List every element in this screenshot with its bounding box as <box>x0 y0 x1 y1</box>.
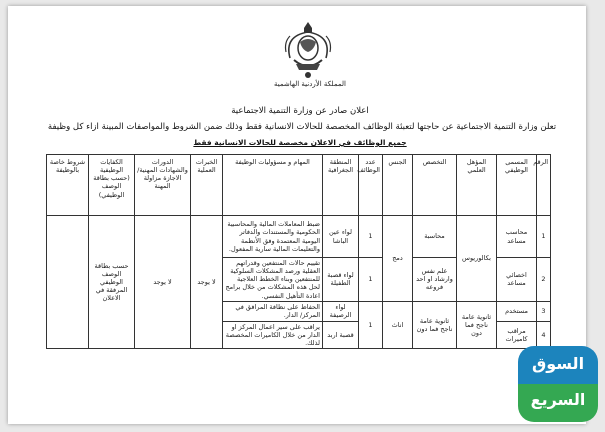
row-courses: لا يوجد <box>135 216 191 349</box>
row-title: مراقب كاميرات <box>497 321 537 348</box>
row-title: مستخدم <box>497 301 537 321</box>
row-num: 3 <box>537 301 551 321</box>
row-qualification: بكالوريوس <box>457 216 497 302</box>
row-region: لواء الرصيفة <box>323 301 359 321</box>
row-count: 1 <box>359 216 383 258</box>
row-competencies: حسب بطاقة الوصف الوظيفي المرفقة في الاعلان <box>89 216 135 349</box>
header-count: عدد الوظائف <box>359 155 383 216</box>
announcement-intro: تعلن وزارة التنمية الاجتماعية عن حاجتها لتعبئة الوظائف المخصصة للحالات الانسانية فقط وذلك ضمن الشروط والمواصفات المبينة ازاء كل وظيفة <box>47 122 557 132</box>
table-row <box>47 216 551 258</box>
row-qualification: ثانوية عامة ناجح فما دون <box>457 301 497 348</box>
row-specialty: ثانوية عامة ناجح فما دون <box>413 301 457 348</box>
row-region: لواء قصبة الطفيلة <box>323 258 359 302</box>
header-qualification: المؤهل العلمي <box>457 155 497 216</box>
row-duties: يراقب على سير اعمال المركز او الدار من خلال الكاميرات المخصصة لذلك. <box>223 321 323 348</box>
row-specialty: محاسبة <box>413 216 457 258</box>
header-specialty: التخصص <box>413 155 457 216</box>
coat-of-arms-icon <box>278 18 338 82</box>
header-experience: الخبرات العملية <box>191 155 223 216</box>
row-region: لواء عين الباشا <box>323 216 359 258</box>
kingdom-label: المملكة الأردنية الهاشمية <box>273 80 347 88</box>
row-num: 2 <box>537 258 551 302</box>
jobs-table <box>46 154 551 349</box>
header-competencies: الكفايات الوظيفية (حسب بطاقة الوصف الوظيفي) <box>89 155 135 216</box>
row-title: محاسب مساعد <box>497 216 537 258</box>
row-num: 4 <box>537 321 551 348</box>
row-count: 1 <box>359 301 383 348</box>
souq-logo <box>518 346 598 422</box>
logo-line2: السريع <box>530 390 586 409</box>
header-title: المسمى الوظيفي <box>497 155 537 216</box>
row-special <box>47 216 89 349</box>
header-num: الرقم <box>537 155 551 216</box>
row-duties: الحفاظ على نظافة المرافق في المركز/ الدار. <box>223 301 323 321</box>
table-header-row <box>47 155 551 216</box>
row-gender: دمج <box>383 216 413 302</box>
row-duties: تقييم حالات المنتفعين وقدراتهم العقلية ورصد المشكلات السلوكية للمنتفعين وبناء الخطط العلاجية لحل هذه المشكلات من خلال برامج اعادة التأهيل النفسي. <box>223 258 323 302</box>
row-specialty: علم نفس وارشاد او احد فروعه <box>413 258 457 302</box>
header-special: شروط خاصة بالوظيفة <box>47 155 89 216</box>
header-courses: الدورات والشهادات المهنية/الاجازة مزاولة المهنة <box>135 155 191 216</box>
announcement-subtitle: جميع الوظائف في الاعلان مخصصة للحالات الانسانية فقط <box>193 138 407 147</box>
logo-line1: السوق <box>531 354 585 373</box>
row-gender: اناث <box>383 301 413 348</box>
header-region: المنطقة الجغرافية <box>323 155 359 216</box>
announcement-title: اعلان صادر عن وزارة التنمية الاجتماعية <box>231 106 369 116</box>
row-experience: لا يوجد <box>191 216 223 349</box>
row-duties: ضبط المعاملات المالية والمحاسبية الحكومية والمستندات والدفاتر اليومية المعتمدة وفق الأنظمة والتعليمات المالية سارية المفعول. <box>223 216 323 258</box>
header-duties: المهام و مسؤوليات الوظيفة <box>223 155 323 216</box>
row-count: 1 <box>359 258 383 302</box>
header-gender: الجنس <box>383 155 413 216</box>
row-title: اخصائي مساعد <box>497 258 537 302</box>
row-region: قصبة اربد <box>323 321 359 348</box>
row-num: 1 <box>537 216 551 258</box>
